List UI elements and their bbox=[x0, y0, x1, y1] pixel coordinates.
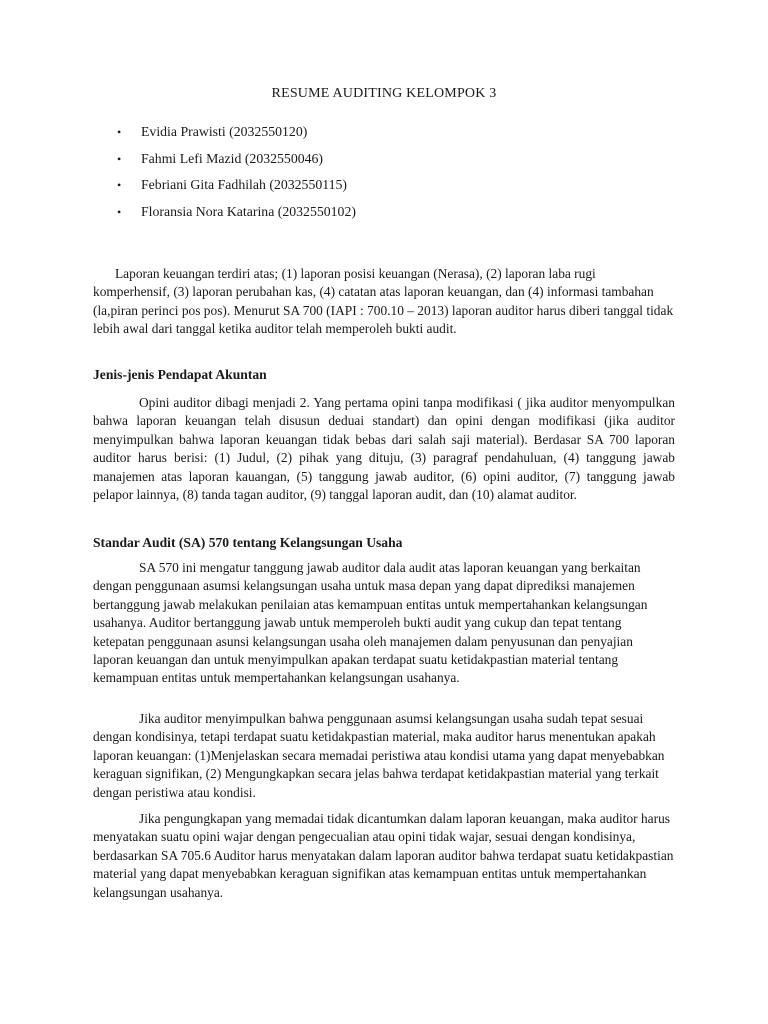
section-heading-sa-570: Standar Audit (SA) 570 tentang Kelangsungan Usaha bbox=[93, 535, 403, 550]
section-paragraph-sa-570-2: Jika auditor menyimpulkan bahwa penggunaan asumsi kelangsungan usaha sudah tepat sesuai dengan kondisinya, tetapi terdapat suatu ketidakpastian material, maka auditor harus menentukan apakah laporan keuangan: (1)Menjelaskan secara memadai peristiwa atau kondisi utama yang dapat menyebabkan keraguan signifikan, (2) Mengungkapkan secara jelas bahwa terdapat ketidakpastian material yang terkait dengan peristiwa atau kondisi. bbox=[93, 711, 665, 800]
member-name: Evidia Prawisti (2032550120) bbox=[141, 124, 308, 139]
member-name: Febriani Gita Fadhilah (2032550115) bbox=[141, 177, 348, 192]
section-heading-jenis-pendapat: Jenis-jenis Pendapat Akuntan bbox=[93, 367, 267, 382]
member-name: Floransia Nora Katarina (2032550102) bbox=[141, 203, 356, 219]
list-item bbox=[117, 122, 356, 149]
section-paragraph-sa-570-1: SA 570 ini mengatur tanggung jawab auditor dala audit atas laporan keuangan yang berkaitan dengan penggunaan asumsi kelangsungan usaha untuk masa depan yang dapat diprediksi manajemen bertanggung jawab melakukan penilaian atas kemampuan entitas untuk mempertahankan kelangsungan usahanya. Auditor bertanggung jawab untuk memperoleh bukti audit yang cukup dan tepat tentang ketepatan penggunaan asunsi kelangsungan usaha oleh manajemen dalam penyusunan dan penyajian laporan keuangan dan untuk menyimpulkan apakan terdapat suatu ketidakpastian material tentang kemampuan entitas untuk mempertahankan kelangsungan usahanya. bbox=[93, 560, 648, 686]
bullet-icon: • bbox=[117, 125, 122, 139]
section-paragraph-jenis-pendapat: Opini auditor dibagi menjadi 2. Yang pertama opini tanpa modifikasi ( jika auditor menyompulkan bahwa laporan keuangan telah disusun deduai standart) dan opini dengan modifikasi (jika auditor menyimpulkan bahwa laporan keuangan tidak bebas dari salah saji material). Berdasar SA 700 laporan auditor harus berisi: (1) Judul, (2) pihak yang dituju, (3) paragraf pendahuluan, (4) tanggung jawab manajemen atas laporan kauangan, (5) tanggung jawab auditor, (6) opini auditor, (7) tanggung jawab pelapor lainnya, (8) tanda tagan auditor, (9) tanggal laporan audit, dan (10) alamat auditor. bbox=[93, 395, 675, 503]
document-title: RESUME AUDITING KELOMPOK 3 bbox=[271, 86, 497, 101]
list-item bbox=[117, 175, 356, 202]
list-item bbox=[117, 149, 356, 176]
member-list bbox=[117, 122, 356, 228]
section-paragraph-sa-570-3: Jika pengungkapan yang memadai tidak dicantumkan dalam laporan keuangan, maka auditor harus menyatakan suatu opini wajar dengan pengecualian atau opini tidak wajar, sesuai dengan kondisinya, berdasarkan SA 705.6 Auditor harus menyatakan dalam laporan auditor bahwa terdapat suatu ketidakpastian material yang dapat menyebabkan keraguan signifikan atas kemampuan entitas untuk mempertahankan kelangsungan usahanya. bbox=[93, 811, 674, 900]
list-item bbox=[117, 202, 356, 229]
member-name: Fahmi Lefi Mazid (2032550046) bbox=[141, 150, 324, 166]
bullet-icon: • bbox=[117, 204, 122, 219]
intro-paragraph: Laporan keuangan terdiri atas; (1) laporan posisi keuangan (Nerasa), (2) laporan laba rugi komperhensif, (3) laporan perubahan kas, (4) catatan atas laporan keuangan, dan (4) informasi tambahan (la,piran perinci pos pos). Menurut SA 700 (IAPI : 700.10 – 2013) laporan auditor harus diberi tanggal tidak lebih awal dari tanggal ketika auditor telah memperoleh bukti audit. bbox=[93, 266, 674, 337]
bullet-icon: • bbox=[117, 178, 122, 192]
bullet-icon: • bbox=[117, 151, 122, 166]
